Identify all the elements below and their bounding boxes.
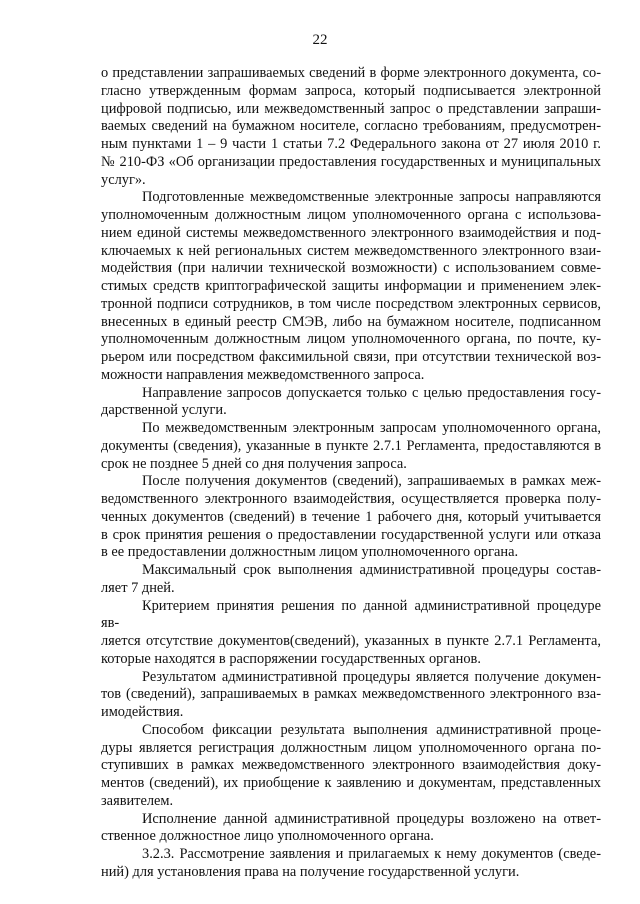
text-line: ным пунктами 1 – 9 части 1 статьи 7.2 Федерального закона от 27 июля 2010 г. [101, 136, 601, 152]
text-line: ментов (сведений), их приобщение к заявлению и документам, представленных [101, 775, 601, 791]
text-line: срок не позднее 5 дней со дня получения запроса. [101, 455, 407, 472]
text-line: ственное должностное лицо уполномоченного органа. [101, 828, 434, 845]
text-line: в срок принятия решения о предоставлении государственной услуги или отказа [101, 526, 601, 543]
text-line: № 210-ФЗ «Об организации предоставления государственных и муниципальных [101, 153, 601, 170]
text-line: 3.2.3. Рассмотрение заявления и прилагаемых к нему документов (сведе- [142, 846, 601, 862]
text-line: которые находятся в распоряжении государственных органов. [101, 650, 481, 667]
paragraph-text [101, 65, 601, 189]
paragraph-request-continuation [101, 65, 601, 189]
text-line: тов (сведений), запрашиваемых в рамках межведомственного электронного вза- [101, 686, 601, 703]
text-line: дуры является регистрация должностным лицом уполномоченного органа по- [101, 739, 601, 756]
paragraph-text [101, 722, 601, 811]
paragraph-text [101, 669, 601, 722]
text-line: ступивших в рамках межведомственного электронного взаимодействия доку- [101, 757, 601, 774]
text-line: После получения документов (сведений), запрашиваемых в рамках меж- [142, 473, 601, 490]
text-line: стимых средств криптографической защиты информации и применением элек- [101, 278, 601, 294]
text-line: ляется отсутствие документов(сведений), указанных в пункте 2.7.1 Регламента, [101, 633, 601, 649]
paragraph-document-check [101, 473, 601, 562]
text-line: внесенных в единый реестр СМЭВ, либо на бумажном носителе, подписанном [101, 313, 601, 330]
paragraph-max-duration [101, 562, 601, 598]
document-body [101, 65, 601, 882]
text-line: в ее предоставлении должностным лицом уполномоченного органа. [101, 544, 519, 561]
paragraph-procedure-result [101, 669, 601, 722]
text-line: ченных документов (сведений) в течение 1 рабочего дня, который учитывается [101, 508, 601, 525]
text-line: нием единой системы межведомственного электронного взаимодействия и под- [101, 224, 601, 241]
text-line: Максимальный срок выполнения административной процедуры состав- [142, 562, 601, 578]
text-line: ваемых сведений на бумажном носителе, согласно требованиям, предусмотрен- [101, 118, 601, 135]
paragraph-section-3-2-3 [101, 846, 601, 882]
paragraph-text [101, 846, 601, 882]
paragraph-text [101, 385, 601, 421]
paragraph-electronic-requests [101, 189, 601, 384]
paragraph-text [101, 473, 601, 562]
paragraph-text [101, 420, 601, 473]
paragraph-responsible-officer [101, 811, 601, 847]
text-line: Подготовленные межведомственные электронные запросы направляются [142, 189, 601, 206]
text-line: документы (сведения), указанные в пункте 2.7.1 Регламента, предоставляются в [101, 437, 601, 454]
text-line: услуг». [101, 171, 146, 188]
text-line: уполномоченным должностным лицом уполномоченного органа, по почте, ку- [101, 331, 601, 348]
text-line: гласно утвержденным формам запроса, который подписывается электронной [101, 82, 601, 99]
page-number: 22 [312, 32, 328, 48]
paragraph-text [101, 811, 601, 847]
text-line: По межведомственным электронным запросам уполномоченного органа, [142, 420, 601, 436]
text-line: Критерием принятия решения по данной административной процедуре яв- [101, 597, 601, 632]
text-line: Направление запросов допускается только с целью предоставления госу- [142, 384, 601, 401]
text-line: модействия (при наличии технической возможности) с использованием совме- [101, 260, 601, 277]
text-line: заявителем. [101, 792, 174, 809]
paragraph-response-deadline [101, 420, 601, 473]
text-line: ключаемых к ней региональных систем межведомственного электронного взаи- [101, 242, 601, 259]
text-line: Способом фиксации результата выполнения административной проце- [142, 721, 601, 738]
paragraph-text [101, 562, 601, 598]
text-line: рьером или посредством факсимильной связи, при отсутствии технической воз- [101, 349, 601, 365]
text-line: уполномоченным должностным лицом уполномоченного органа с использова- [101, 207, 601, 223]
text-line: ведомственного электронного взаимодействия, осуществляется проверка полу- [101, 491, 601, 507]
text-line: имодействия. [101, 704, 184, 720]
text-line: о представлении запрашиваемых сведений в форме электронного документа, со- [101, 65, 601, 81]
text-line: тронной подписи сотрудников, в том числе посредством электронных сервисов, [101, 295, 601, 312]
paragraph-request-purpose [101, 385, 601, 421]
paragraph-text [101, 598, 601, 669]
text-line: ний) для установления права на получение государственной услуги. [101, 863, 520, 880]
text-line: ляет 7 дней. [101, 579, 175, 596]
paragraph-text [101, 189, 601, 384]
text-line: цифровой подписью, или межведомственный запрос о представлении запраши- [101, 100, 601, 117]
text-line: дарственной услуги. [101, 402, 227, 419]
text-line: Результатом административной процедуры является получение докумен- [142, 668, 601, 685]
text-line: можности направления межведомственного запроса. [101, 366, 425, 383]
paragraph-decision-criterion [101, 598, 601, 669]
paragraph-result-recording [101, 722, 601, 811]
text-line: Исполнение данной административной процедуры возложено на ответ- [142, 810, 601, 827]
